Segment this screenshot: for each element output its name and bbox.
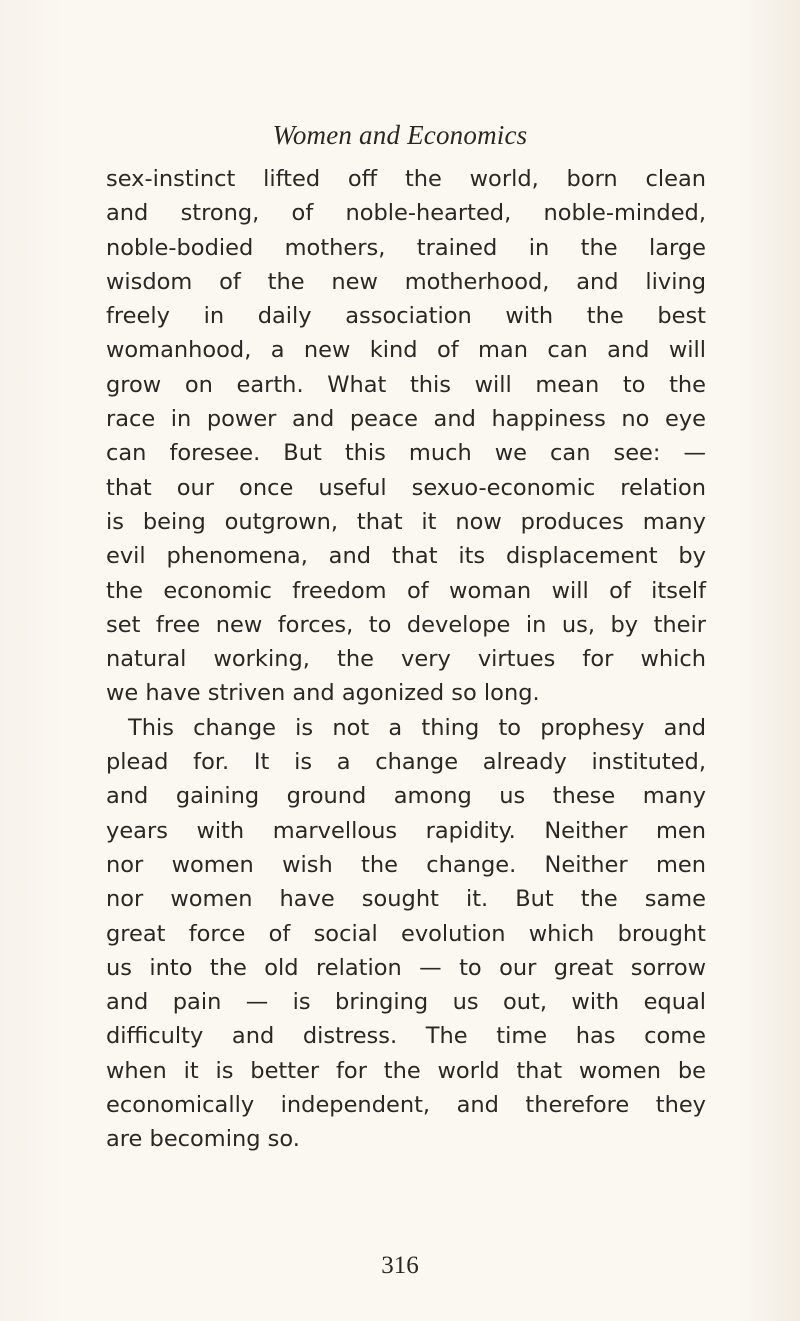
text-line: freely in daily association with the best — [106, 303, 706, 330]
text-line: grow on earth. What this will mean to the — [106, 371, 706, 398]
text-line: and pain — is bringing us out, with equal — [106, 989, 706, 1016]
running-head: Women and Economics — [272, 120, 528, 150]
text-line: and gaining ground among us these many — [106, 783, 706, 810]
text-line: wisdom of the new motherhood, and living — [106, 268, 706, 295]
paragraph-first-line: This change is not a thing to prophesy and — [128, 714, 706, 741]
text-line: evil phenomena, and that its displacement by — [106, 543, 706, 570]
text-line: years with marvellous rapidity. Neither men — [106, 817, 706, 844]
text-line: that our once useful sexuo-economic relation — [106, 474, 706, 501]
body-text — [106, 162, 706, 1157]
text-line: when it is better for the world that women be — [106, 1057, 706, 1084]
text-line: noble-bodied mothers, trained in the large — [106, 234, 706, 261]
text-line: race in power and peace and happiness no eye — [106, 406, 706, 433]
text-line: plead for. It is a change already instituted, — [106, 749, 706, 776]
page-number: 316 — [381, 1252, 419, 1279]
text-line: us into the old relation — to our great sorrow — [106, 954, 706, 981]
text-line: sex-instinct lifted off the world, born clean — [106, 166, 706, 192]
text-line: nor women have sought it. But the same — [106, 886, 706, 913]
text-line: is being outgrown, that it now produces many — [106, 508, 706, 535]
text-line: set free new forces, to develope in us, by their — [106, 611, 706, 638]
text-line: great force of social evolution which brought — [106, 920, 706, 947]
text-line: the economic freedom of woman will of itself — [106, 577, 706, 604]
text-line: economically independent, and therefore they — [106, 1092, 706, 1119]
text-line: natural working, the very virtues for which — [106, 646, 706, 673]
text-line: womanhood, a new kind of man can and will — [106, 337, 706, 364]
text-line: and strong, of noble-hearted, noble-minded, — [106, 200, 706, 227]
text-line-last: we have striven and agonized so long. — [106, 680, 540, 707]
text-line: difficulty and distress. The time has come — [106, 1023, 706, 1050]
text-line-last: are becoming so. — [106, 1126, 300, 1153]
text-line: can foresee. But this much we can see: — — [106, 440, 706, 467]
text-line: nor women wish the change. Neither men — [106, 851, 706, 878]
